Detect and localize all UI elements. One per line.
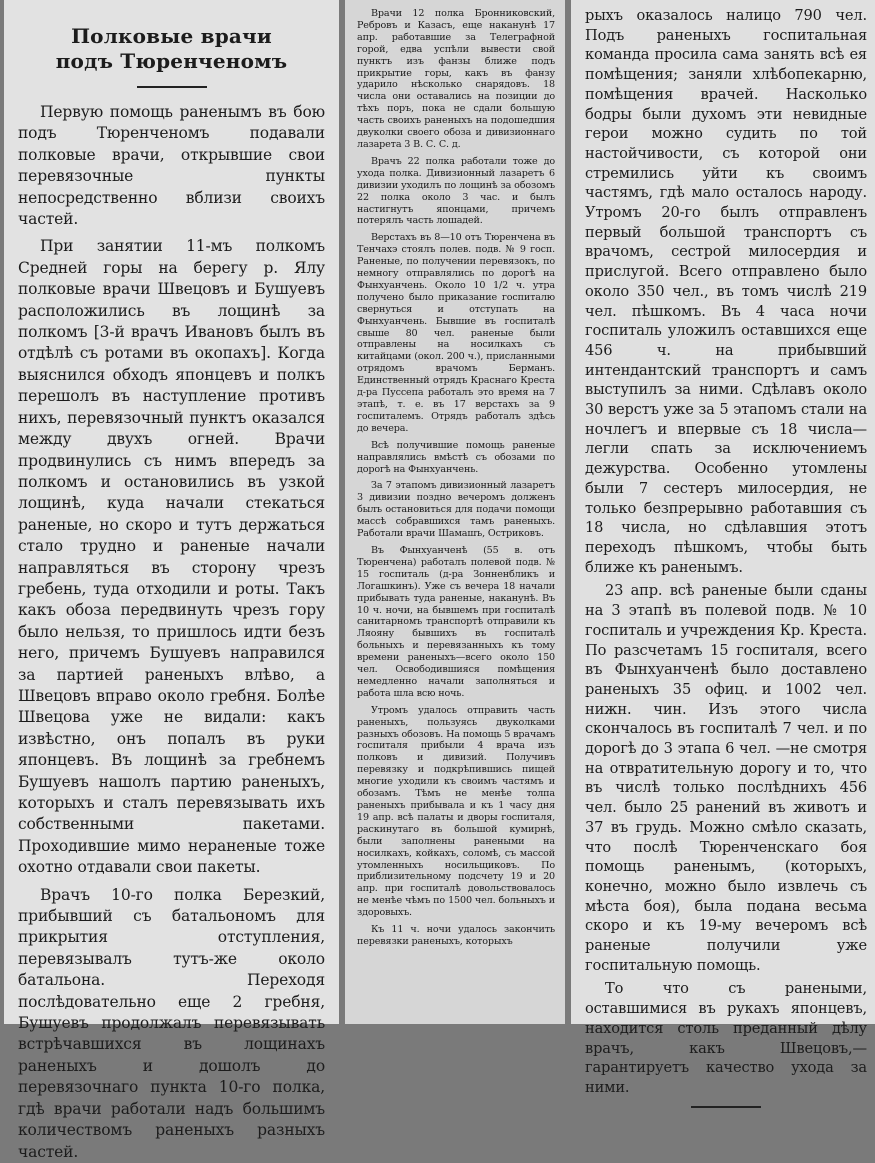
paragraph: Верстахъ въ 8—10 отъ Тюренчена въ Тенчахэ стоялъ полев. подв. № 9 госп. Раненые, по получении перевязокъ, по немногу отправлялись по дорогѣ на Фынхуанчень. Около 10 1/2 ч. утра получено было приказание госпиталю свернуться и отступать на Фынхуанчень. Бывшие въ госпиталѣ свыше 80 чел. раненые были отправлены на носилкахъ съ китайцами (окол. 200 ч.), присланными отрядомъ врачомъ Берманъ. Единственный отрядъ Краснаго Креста д-ра Пуссепа работалъ это время на 7 этапѣ, т. е. въ 17 верстахъ за 9 госпиталемъ. Отрядъ работалъ здѣсь до вечера. (357, 232, 555, 434)
article-column-1 (4, 0, 339, 1161)
paragraph: Врачъ 22 полка работали тоже до ухода полка. Дивизионный лазаретъ 6 дивизии уходилъ по лощинѣ за обозомъ 22 полка около 3 час. и былъ настигнутъ японцами, причемъ потерялъ часть лошадей. (357, 155, 555, 227)
paragraph: Врачи 12 полка Бронниковский, Ребровъ и Казасъ, еще наканунѣ 17 апр. работавшие за Телеграфной горой, едва успѣли вывести свой пунктъ изъ фанзы ближе подъ прикрытие горы, какъ въ фанзу ударило нѣсколько снарядовъ. 18 числа они оставались на позиции до тѣхъ поръ, пока не сдали большую часть своихъ раненыхъ на подошедшия двуколки своего обоза и дивизионнаго лазарета 3 В. С. С. д. (357, 8, 555, 150)
paragraph: Первую помощь раненымъ въ бою подъ Тюренченомъ подавали полковые врачи, открывшие свои перевязочные пункты непосредственно вблизи своихъ частей. (18, 103, 325, 229)
end-divider (691, 1106, 761, 1108)
paragraph: При занятии 11-мъ полкомъ Средней горы на берегу р. Ялу полковые врачи Швецовъ и Бушуевъ расположились въ лощинѣ за полкомъ [3-й врачъ Ивановъ былъ въ отдѣлѣ съ ротами въ окопахъ]. Когда выяснился обходъ японцевъ и полкъ перешолъ въ наступление противъ нихъ, перевязочный пунктъ оказался между двухъ огней. Врачи продвинулись съ нимъ впередъ за полкомъ и остановились въ узкой лощинѣ, куда начали стекаться раненые, но скоро и тутъ держаться стало трудно и раненые начали направляться въ сторону чрезъ гребень, туда отходили и роты. Такъ какъ обоза передвинуть чрезъ гору было нельзя, то пришлось идти безъ него, причемъ Бушуевъ направился за партией раненыхъ влѣво, а Швецовъ вправо около гребня. Болѣе Швецова уже не видали: какъ извѣстно, онъ попалъ въ руки японцевъ. Въ лощинѣ за гребнемъ Бушуевъ нашолъ партию раненыхъ, которыхъ и сталъ перевязывать ихъ собственными пакетами. Проходившие мимо нераненые тоже охотно отдавали свои пакеты. (18, 237, 325, 877)
paragraph: Врачъ 10-го полка Березкий, прибывший съ батальономъ для прикрытия отступления, перевязывалъ тутъ-же около батальона. Переходя послѣдовательно еще 2 гребня, Бушуевъ продолжалъ перевязывать встрѣчавшихся въ лощинахъ раненыхъ и дошолъ до перевязочнаго пункта 10-го полка, гдѣ врачи работали надъ большимъ количествомъ раненыхъ разныхъ частей. (18, 885, 325, 1161)
paragraph: рыхъ оказалось налицо 790 чел. Подъ раненыхъ госпитальная команда просила сама занять всѣ ея помѣщения; заняли хлѣбопекарню, помѣщения врачей. Насколько бодры были духомъ эти невидные герои можно судить по той настойчивости, съ которой они стремились уйти къ своимъ частямъ, гдѣ мало осталось народу. Утромъ 20-го былъ отправленъ первый большой транспортъ съ врачомъ, сестрой милосердия и прислугой. Всего отправлено было около 350 чел., въ томъ числѣ 219 чел. пѣшкомъ. Въ 4 часа ночи госпиталь уложилъ оставшихся еще 456 ч. на прибывший интендантский транспортъ и самъ выступилъ за ними. Сдѣлавъ около 30 верстъ уже за 5 этапомъ стали на ночлегъ и впервые съ 18 числа—легли спать за исключениемъ дежурства. Особенно утомлены были 7 сестеръ милосердия, не только безпрерывно работавшия съ 18 числа, но сдѣлавшия этотъ переходъ пѣшкомъ, чтобы быть ближе къ раненымъ. (585, 7, 867, 576)
paragraph: Всѣ получившие помощь раненые направлялись вмѣстѣ съ обозами по дорогѣ на Фынхуанчень. (357, 439, 555, 475)
article-column-2 (345, 0, 565, 1024)
article-title (18, 24, 325, 74)
article-column-3 (571, 0, 875, 1096)
paragraph: Утромъ удалось отправить часть раненыхъ, пользуясь двуколками разныхъ обозовъ. На помощь 5 врачамъ госпиталя прибыли 4 врача изъ полковъ и дивизий. Получивъ перевязку и подкрѣпившись пищей многие уходили къ своимъ частямъ и обозамъ. Тѣмъ не менѣе толпа раненыхъ прибывала и къ 1 часу дня 19 апр. всѣ палаты и дворы госпиталя, раскинутаго въ большой кумирнѣ, были заполнены ранеными на носилкахъ, койкахъ, соломѣ, съ массой утомленныхъ носильщиковъ. По приблизительному подсчету 19 и 20 апр. при госпиталѣ довольствовалось не менѣе чѣмъ по 1500 чел. больныхъ и здоровыхъ. (357, 704, 556, 919)
paragraph: Въ Фынхуанченѣ (55 в. отъ Тюренчена) работалъ полевой подв. № 15 госпиталь (д-ра Зонненбликъ и Логашкинъ). Уже съ вечера 18 начали прибывать туда раненые, наканунѣ. Въ 10 ч. ночи, на бывшемъ при госпиталѣ санитарномъ транспортѣ отправили къ Ляояну бывшихъ въ госпиталѣ больныхъ и перевязанныхъ къ тому времени раненыхъ—всего около 150 чел. Освободившияся помѣщения немедленно начали заполняться и работа шла всю ночь. (357, 544, 555, 699)
title-divider (137, 86, 207, 88)
title-line-1: Полковые врачи (71, 24, 272, 48)
title-line-2: подъ Тюренченомъ (55, 49, 288, 73)
paragraph: За 7 этапомъ дивизионный лазаретъ 3 дивизии поздно вечеромъ долженъ былъ остановиться для подачи помощи массѣ собравшихся тамъ раненыхъ. Работали врачи Шамашъ, Остриковъ. (357, 480, 555, 540)
paragraph: Къ 11 ч. ночи удалось закончить перевязки раненыхъ, которыхъ (357, 924, 555, 947)
paragraph: То что съ ранеными, оставшимися въ рукахъ японцевъ, находится столь преданный дѣлу врачъ, какъ Швецовъ,—гарантируетъ качество ухода за ними. (585, 980, 867, 1096)
paragraph: 23 апр. всѣ раненые были сданы на 3 этапѣ въ полевой подв. № 10 госпиталь и учреждения Кр. Креста. По разсчетамъ 15 госпиталя, всего въ Фынхуанченѣ было доставлено раненыхъ 35 офиц. и 1002 чел. нижн. чин. Изъ этого числа скончалось въ госпиталѣ 7 чел. и по дорогѣ до 3 этапа 6 чел. —не смотря на отвратительную дорогу и то, что въ числѣ только послѣднихъ 456 чел. было 25 ранений въ животъ и 37 въ грудь. Можно смѣло сказать, что послѣ Тюренченскаго боя помощь раненымъ, (которыхъ, конечно, можно было извлечь съ мѣста боя), была подана весьма скоро и къ 19-му вечеромъ всѣ раненые получили уже госпитальную помощь. (585, 582, 867, 974)
